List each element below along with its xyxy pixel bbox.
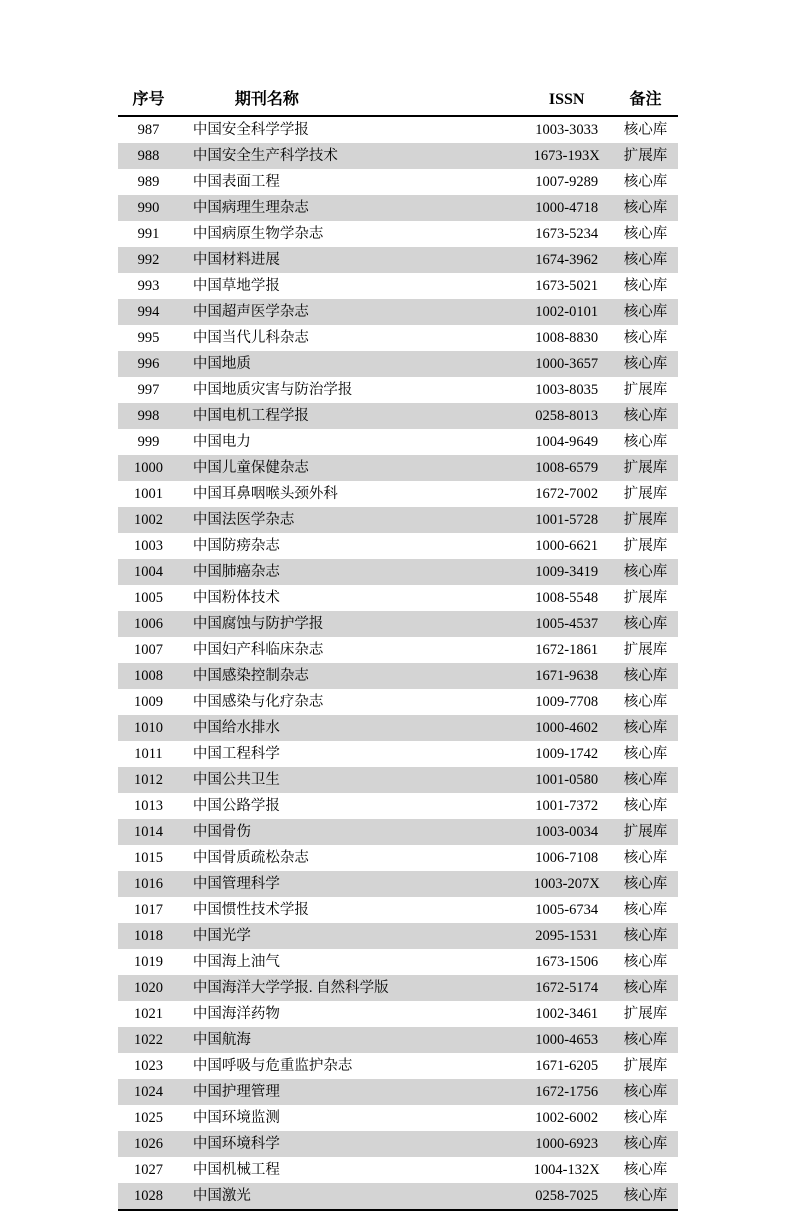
table-row bbox=[118, 195, 678, 221]
cell-issn: 1000-6923 bbox=[520, 1131, 613, 1157]
cell-issn: 1671-9638 bbox=[520, 663, 613, 689]
cell-note: 扩展库 bbox=[613, 481, 678, 507]
cell-name: 中国病原生物学杂志 bbox=[179, 221, 520, 247]
cell-issn: 1003-8035 bbox=[520, 377, 613, 403]
cell-note: 核心库 bbox=[613, 1131, 678, 1157]
cell-name: 中国妇产科临床杂志 bbox=[179, 637, 520, 663]
table-row bbox=[118, 1157, 678, 1183]
cell-name: 中国当代儿科杂志 bbox=[179, 325, 520, 351]
cell-issn: 1009-7708 bbox=[520, 689, 613, 715]
cell-issn: 1009-3419 bbox=[520, 559, 613, 585]
cell-name: 中国儿童保健杂志 bbox=[179, 455, 520, 481]
table-row bbox=[118, 1053, 678, 1079]
table-row bbox=[118, 637, 678, 663]
cell-name: 中国地质 bbox=[179, 351, 520, 377]
table-row bbox=[118, 1183, 678, 1210]
cell-note: 核心库 bbox=[613, 1157, 678, 1183]
table-row bbox=[118, 585, 678, 611]
cell-no: 1026 bbox=[118, 1131, 179, 1157]
cell-name: 中国激光 bbox=[179, 1183, 520, 1210]
cell-name: 中国草地学报 bbox=[179, 273, 520, 299]
cell-name: 中国超声医学杂志 bbox=[179, 299, 520, 325]
cell-name: 中国粉体技术 bbox=[179, 585, 520, 611]
cell-note: 核心库 bbox=[613, 715, 678, 741]
cell-issn: 1673-1506 bbox=[520, 949, 613, 975]
cell-issn: 0258-7025 bbox=[520, 1183, 613, 1210]
cell-note: 核心库 bbox=[613, 247, 678, 273]
cell-issn: 1004-132X bbox=[520, 1157, 613, 1183]
cell-no: 1021 bbox=[118, 1001, 179, 1027]
cell-issn: 1003-0034 bbox=[520, 819, 613, 845]
cell-name: 中国护理管理 bbox=[179, 1079, 520, 1105]
table-row bbox=[118, 377, 678, 403]
column-header-no: 序号 bbox=[118, 88, 179, 116]
cell-name: 中国防痨杂志 bbox=[179, 533, 520, 559]
table-row bbox=[118, 143, 678, 169]
cell-issn: 1000-4653 bbox=[520, 1027, 613, 1053]
cell-issn: 1672-7002 bbox=[520, 481, 613, 507]
cell-note: 核心库 bbox=[613, 1027, 678, 1053]
cell-name: 中国给水排水 bbox=[179, 715, 520, 741]
cell-name: 中国骨伤 bbox=[179, 819, 520, 845]
cell-issn: 1008-8830 bbox=[520, 325, 613, 351]
cell-no: 1007 bbox=[118, 637, 179, 663]
table-row bbox=[118, 221, 678, 247]
table-row bbox=[118, 871, 678, 897]
table-row bbox=[118, 299, 678, 325]
cell-no: 1002 bbox=[118, 507, 179, 533]
cell-issn: 1006-7108 bbox=[520, 845, 613, 871]
cell-issn: 1672-1756 bbox=[520, 1079, 613, 1105]
table-row bbox=[118, 273, 678, 299]
cell-note: 扩展库 bbox=[613, 637, 678, 663]
cell-issn: 1000-4602 bbox=[520, 715, 613, 741]
cell-note: 扩展库 bbox=[613, 143, 678, 169]
cell-no: 1016 bbox=[118, 871, 179, 897]
cell-no: 1013 bbox=[118, 793, 179, 819]
cell-name: 中国海洋药物 bbox=[179, 1001, 520, 1027]
cell-no: 1010 bbox=[118, 715, 179, 741]
table-row bbox=[118, 351, 678, 377]
table-row bbox=[118, 455, 678, 481]
cell-no: 1019 bbox=[118, 949, 179, 975]
cell-name: 中国地质灾害与防治学报 bbox=[179, 377, 520, 403]
cell-no: 1004 bbox=[118, 559, 179, 585]
cell-name: 中国表面工程 bbox=[179, 169, 520, 195]
table-body bbox=[118, 88, 678, 1210]
cell-name: 中国肺癌杂志 bbox=[179, 559, 520, 585]
cell-note: 核心库 bbox=[613, 429, 678, 455]
table-row bbox=[118, 1079, 678, 1105]
cell-no: 1006 bbox=[118, 611, 179, 637]
cell-no: 987 bbox=[118, 116, 179, 143]
cell-issn: 1673-193X bbox=[520, 143, 613, 169]
table-row bbox=[118, 897, 678, 923]
cell-issn: 1001-7372 bbox=[520, 793, 613, 819]
cell-note: 核心库 bbox=[613, 663, 678, 689]
cell-no: 989 bbox=[118, 169, 179, 195]
cell-no: 1017 bbox=[118, 897, 179, 923]
cell-issn: 1003-207X bbox=[520, 871, 613, 897]
cell-no: 990 bbox=[118, 195, 179, 221]
cell-note: 核心库 bbox=[613, 221, 678, 247]
cell-name: 中国病理生理杂志 bbox=[179, 195, 520, 221]
cell-no: 1027 bbox=[118, 1157, 179, 1183]
cell-name: 中国骨质疏松杂志 bbox=[179, 845, 520, 871]
cell-note: 扩展库 bbox=[613, 1053, 678, 1079]
cell-no: 997 bbox=[118, 377, 179, 403]
table-row bbox=[118, 1131, 678, 1157]
table-row bbox=[118, 923, 678, 949]
cell-no: 998 bbox=[118, 403, 179, 429]
cell-note: 核心库 bbox=[613, 1105, 678, 1131]
cell-note: 核心库 bbox=[613, 351, 678, 377]
cell-no: 1025 bbox=[118, 1105, 179, 1131]
cell-name: 中国海上油气 bbox=[179, 949, 520, 975]
cell-name: 中国腐蚀与防护学报 bbox=[179, 611, 520, 637]
cell-name: 中国光学 bbox=[179, 923, 520, 949]
cell-issn: 1002-3461 bbox=[520, 1001, 613, 1027]
cell-name: 中国工程科学 bbox=[179, 741, 520, 767]
table-row bbox=[118, 1027, 678, 1053]
table-row bbox=[118, 429, 678, 455]
cell-note: 核心库 bbox=[613, 611, 678, 637]
table-header-row bbox=[118, 88, 678, 116]
cell-no: 1018 bbox=[118, 923, 179, 949]
cell-note: 核心库 bbox=[613, 845, 678, 871]
table-row bbox=[118, 481, 678, 507]
cell-no: 992 bbox=[118, 247, 179, 273]
cell-note: 核心库 bbox=[613, 1079, 678, 1105]
table-row bbox=[118, 975, 678, 1001]
table-row bbox=[118, 715, 678, 741]
cell-note: 核心库 bbox=[613, 793, 678, 819]
cell-note: 扩展库 bbox=[613, 455, 678, 481]
cell-no: 1014 bbox=[118, 819, 179, 845]
cell-no: 1005 bbox=[118, 585, 179, 611]
cell-issn: 0258-8013 bbox=[520, 403, 613, 429]
table-row bbox=[118, 949, 678, 975]
table-row bbox=[118, 507, 678, 533]
table-row bbox=[118, 611, 678, 637]
cell-no: 993 bbox=[118, 273, 179, 299]
cell-note: 扩展库 bbox=[613, 1001, 678, 1027]
cell-issn: 1672-1861 bbox=[520, 637, 613, 663]
cell-name: 中国航海 bbox=[179, 1027, 520, 1053]
cell-name: 中国感染控制杂志 bbox=[179, 663, 520, 689]
cell-issn: 1002-0101 bbox=[520, 299, 613, 325]
cell-name: 中国电机工程学报 bbox=[179, 403, 520, 429]
cell-issn: 1001-5728 bbox=[520, 507, 613, 533]
cell-no: 1024 bbox=[118, 1079, 179, 1105]
table-row bbox=[118, 767, 678, 793]
table-row bbox=[118, 116, 678, 143]
cell-note: 核心库 bbox=[613, 923, 678, 949]
cell-name: 中国法医学杂志 bbox=[179, 507, 520, 533]
table-row bbox=[118, 741, 678, 767]
cell-no: 1023 bbox=[118, 1053, 179, 1079]
cell-note: 核心库 bbox=[613, 559, 678, 585]
cell-name: 中国材料进展 bbox=[179, 247, 520, 273]
cell-note: 核心库 bbox=[613, 1183, 678, 1210]
cell-name: 中国环境科学 bbox=[179, 1131, 520, 1157]
cell-issn: 1673-5021 bbox=[520, 273, 613, 299]
cell-name: 中国电力 bbox=[179, 429, 520, 455]
cell-name: 中国管理科学 bbox=[179, 871, 520, 897]
cell-no: 995 bbox=[118, 325, 179, 351]
cell-issn: 1000-4718 bbox=[520, 195, 613, 221]
cell-note: 扩展库 bbox=[613, 819, 678, 845]
cell-no: 1009 bbox=[118, 689, 179, 715]
cell-issn: 1008-5548 bbox=[520, 585, 613, 611]
table-row bbox=[118, 1105, 678, 1131]
journal-table-container bbox=[118, 88, 678, 1211]
cell-no: 1000 bbox=[118, 455, 179, 481]
cell-no: 1001 bbox=[118, 481, 179, 507]
cell-no: 1008 bbox=[118, 663, 179, 689]
column-header-name: 期刊名称 bbox=[179, 88, 520, 116]
cell-note: 核心库 bbox=[613, 871, 678, 897]
cell-name: 中国公共卫生 bbox=[179, 767, 520, 793]
table-row bbox=[118, 689, 678, 715]
cell-note: 核心库 bbox=[613, 897, 678, 923]
cell-name: 中国安全生产科学技术 bbox=[179, 143, 520, 169]
cell-no: 999 bbox=[118, 429, 179, 455]
cell-no: 1003 bbox=[118, 533, 179, 559]
cell-note: 扩展库 bbox=[613, 533, 678, 559]
cell-note: 核心库 bbox=[613, 273, 678, 299]
cell-note: 核心库 bbox=[613, 299, 678, 325]
cell-note: 核心库 bbox=[613, 741, 678, 767]
cell-note: 扩展库 bbox=[613, 585, 678, 611]
cell-name: 中国环境监测 bbox=[179, 1105, 520, 1131]
cell-no: 1011 bbox=[118, 741, 179, 767]
table-row bbox=[118, 559, 678, 585]
cell-note: 扩展库 bbox=[613, 507, 678, 533]
cell-note: 核心库 bbox=[613, 195, 678, 221]
cell-name: 中国机械工程 bbox=[179, 1157, 520, 1183]
table-row bbox=[118, 169, 678, 195]
cell-name: 中国海洋大学学报. 自然科学版 bbox=[179, 975, 520, 1001]
table-row bbox=[118, 1001, 678, 1027]
cell-issn: 1005-6734 bbox=[520, 897, 613, 923]
cell-note: 核心库 bbox=[613, 403, 678, 429]
column-header-note: 备注 bbox=[613, 88, 678, 116]
cell-no: 1015 bbox=[118, 845, 179, 871]
cell-note: 核心库 bbox=[613, 975, 678, 1001]
cell-issn: 1004-9649 bbox=[520, 429, 613, 455]
cell-note: 核心库 bbox=[613, 116, 678, 143]
table-row bbox=[118, 403, 678, 429]
cell-name: 中国耳鼻咽喉头颈外科 bbox=[179, 481, 520, 507]
cell-issn: 1000-6621 bbox=[520, 533, 613, 559]
table-row bbox=[118, 533, 678, 559]
column-header-issn: ISSN bbox=[520, 88, 613, 116]
cell-note: 核心库 bbox=[613, 949, 678, 975]
table-row bbox=[118, 793, 678, 819]
cell-note: 扩展库 bbox=[613, 377, 678, 403]
cell-name: 中国感染与化疗杂志 bbox=[179, 689, 520, 715]
cell-no: 988 bbox=[118, 143, 179, 169]
cell-issn: 1002-6002 bbox=[520, 1105, 613, 1131]
cell-name: 中国呼吸与危重监护杂志 bbox=[179, 1053, 520, 1079]
table-row bbox=[118, 845, 678, 871]
cell-issn: 1672-5174 bbox=[520, 975, 613, 1001]
cell-issn: 1674-3962 bbox=[520, 247, 613, 273]
table-row bbox=[118, 247, 678, 273]
cell-issn: 1673-5234 bbox=[520, 221, 613, 247]
cell-no: 1012 bbox=[118, 767, 179, 793]
cell-issn: 1001-0580 bbox=[520, 767, 613, 793]
cell-no: 1028 bbox=[118, 1183, 179, 1210]
cell-issn: 1671-6205 bbox=[520, 1053, 613, 1079]
cell-name: 中国公路学报 bbox=[179, 793, 520, 819]
cell-issn: 1003-3033 bbox=[520, 116, 613, 143]
cell-note: 核心库 bbox=[613, 689, 678, 715]
cell-issn: 1008-6579 bbox=[520, 455, 613, 481]
cell-issn: 2095-1531 bbox=[520, 923, 613, 949]
cell-no: 994 bbox=[118, 299, 179, 325]
cell-name: 中国安全科学学报 bbox=[179, 116, 520, 143]
cell-note: 核心库 bbox=[613, 169, 678, 195]
cell-no: 1022 bbox=[118, 1027, 179, 1053]
table-row bbox=[118, 325, 678, 351]
cell-note: 核心库 bbox=[613, 767, 678, 793]
cell-no: 991 bbox=[118, 221, 179, 247]
cell-issn: 1000-3657 bbox=[520, 351, 613, 377]
cell-no: 996 bbox=[118, 351, 179, 377]
cell-issn: 1005-4537 bbox=[520, 611, 613, 637]
table-row bbox=[118, 663, 678, 689]
journal-table bbox=[118, 88, 678, 1211]
cell-issn: 1007-9289 bbox=[520, 169, 613, 195]
cell-name: 中国惯性技术学报 bbox=[179, 897, 520, 923]
cell-issn: 1009-1742 bbox=[520, 741, 613, 767]
table-row bbox=[118, 819, 678, 845]
cell-note: 核心库 bbox=[613, 325, 678, 351]
cell-no: 1020 bbox=[118, 975, 179, 1001]
